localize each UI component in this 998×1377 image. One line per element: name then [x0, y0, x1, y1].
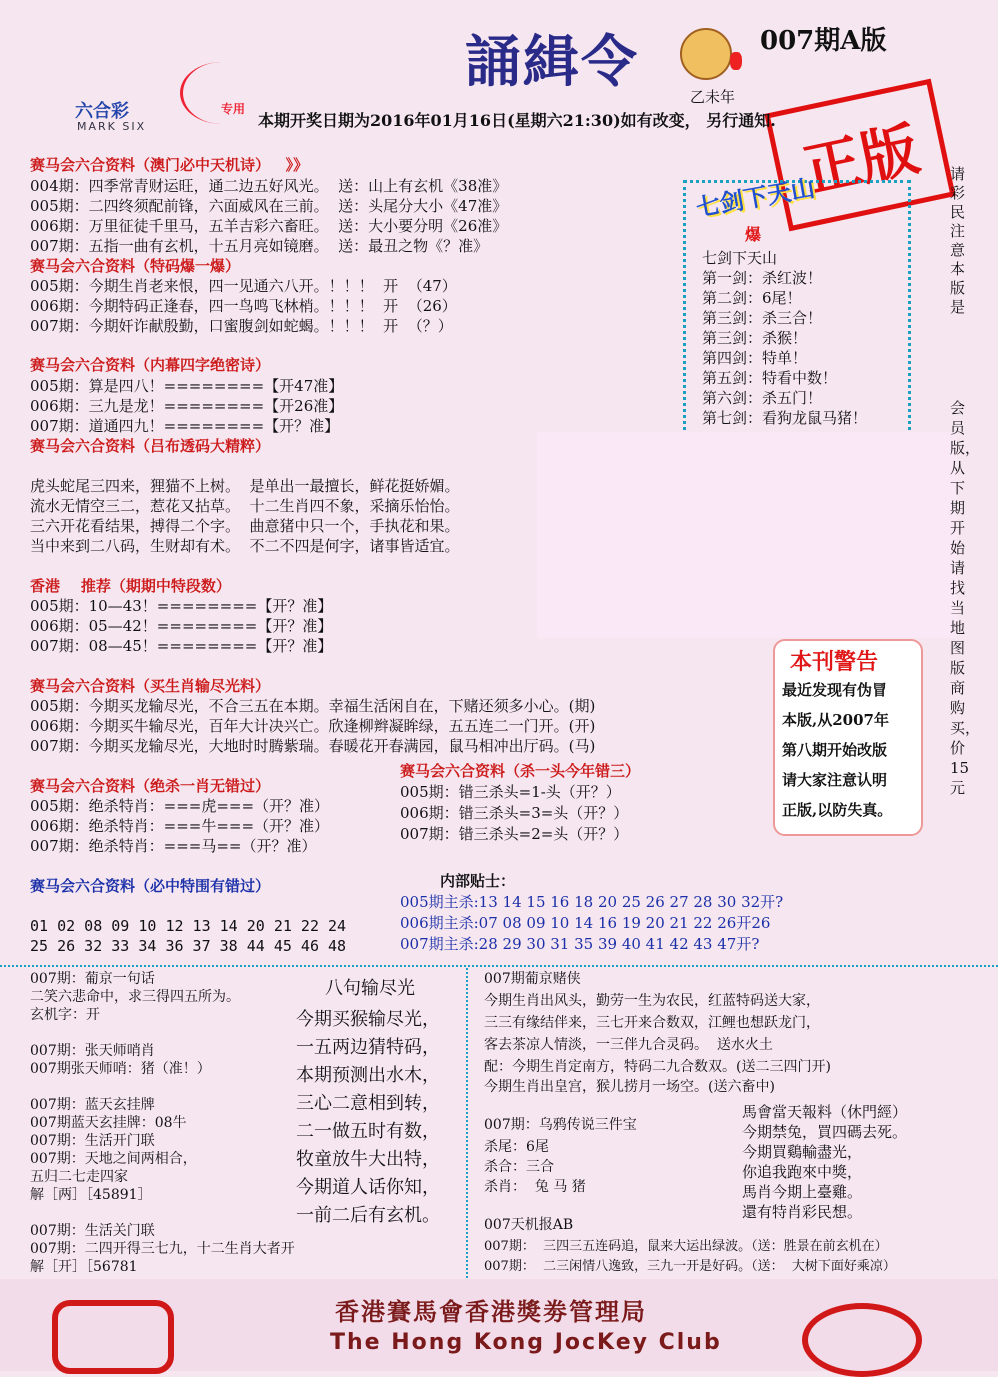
list-item: 007期：今期奸诈献殷勤，口蜜腹剑如蛇蝎。！！！ 开 （？）	[30, 317, 453, 335]
page-title: 誦緝令	[465, 30, 639, 95]
poem-line: 本期预测出水木，	[296, 1065, 440, 1086]
list-item: 007期：生活开门联	[30, 1133, 155, 1149]
list-item: 006期：绝杀特肖：===牛===（开？准）	[30, 817, 330, 835]
list-item: 今期禁兔，買四碼去死。	[742, 1123, 908, 1141]
side-note: 请彩民注意本版是	[950, 165, 966, 316]
list-item: 杀肖： 兔 马 猪	[484, 1179, 586, 1195]
list-item: 007期： 三四三五连码追，鼠来大运出绿波。（送：胜景在前玄机在）	[484, 1239, 888, 1254]
section-title: 内部贴士：	[440, 872, 516, 890]
section-title: 赛马会六合资料（买生肖输尽光料）	[30, 677, 271, 695]
list-item: 005期：二四终须配前锋，六面威风在三前。 送：头尾分大小《47准》	[30, 197, 508, 215]
list-item: 006期主杀:07 08 09 10 14 16 19 20 21 22 26开26	[400, 914, 771, 932]
blank-panel	[537, 432, 957, 638]
list-item: 第四剑：特单！	[702, 349, 808, 367]
list-item: 007期：二四开得三七九，十二生肖大者开	[30, 1241, 295, 1257]
list-item: 三三有缘结伴来，三七开来合数双，江鲤也想跃龙门，	[484, 1015, 820, 1031]
list-item: 007期蓝天玄挂牌：08牛	[30, 1115, 187, 1131]
list-item: 007期：今期买龙输尽光，大地时时腾紫瑞。春暖花开春满园，鼠马相冲出厅码。(马)	[30, 737, 596, 755]
lantern-icon	[730, 52, 742, 70]
list-item: 007期：乌鸦传说三件宝	[484, 1117, 637, 1133]
section-title: 香港 推荐（期期中特段数）	[30, 577, 231, 595]
list-item: 007期葡京赌侠	[484, 971, 581, 987]
section-divider	[0, 965, 998, 967]
footer-chinese-name: 香港賽馬會香港獎劵管理局	[335, 1297, 647, 1326]
list-item: 007期：蓝天玄挂牌	[30, 1097, 155, 1113]
list-item: 007天机报AB	[484, 1217, 574, 1233]
list-item: 杀尾：6尾	[484, 1139, 549, 1155]
list-item: 馬肖今期上臺雞。	[742, 1183, 863, 1201]
list-item: 005期：绝杀特肖：===虎===（开？准）	[30, 797, 330, 815]
section-title: 赛马会六合资料（必中特围有错过）	[30, 877, 271, 895]
side-note: 会员版，从下期开始请找当地图版商购买，价15元	[950, 399, 981, 797]
list-item: 五归二七走四家	[30, 1169, 128, 1185]
jockey-club-logo-icon	[52, 1300, 174, 1374]
list-item: 七剑下天山	[702, 249, 778, 267]
warning-line: 本版,从2007年	[782, 711, 889, 729]
warning-title: 本刊警告	[790, 649, 879, 675]
list-item: 006期：05—42！========【开？准】	[30, 617, 333, 635]
list-item: 006期：万里征徒千里马，五羊吉彩六畜旺。 送：大小要分明《26准》	[30, 217, 508, 235]
mark-six-logo	[75, 82, 175, 138]
list-item: 今期生肖出皇宫，猴儿捞月一场空。(送六畜中)	[484, 1079, 775, 1095]
poem-line: 一前二后有玄机。	[296, 1205, 440, 1226]
number-row: 01 02 08 09 10 12 13 14 20 21 22 24	[30, 917, 347, 935]
footer-english-name: The Hong Kong JocKey Club	[330, 1330, 722, 1355]
list-item: 第一剑：杀红波！	[702, 269, 823, 287]
special-badge-text: 专用	[221, 102, 246, 116]
issue-number: 007期A版	[760, 26, 887, 56]
list-item: 004期：四季常青财运旺，通二边五好风光。 送：山上有玄机《38准》	[30, 177, 508, 195]
list-item: 005期主杀:13 14 15 16 18 20 25 26 27 28 30 32开?	[400, 893, 784, 911]
stamp-text: 正版	[797, 114, 925, 206]
warning-line: 最近发现有伪冒	[782, 681, 888, 699]
poem-line: 今期买猴输尽光，	[296, 1009, 440, 1030]
logo-subtext: MARK SIX	[77, 120, 147, 133]
special-badge	[180, 62, 263, 124]
warning-line: 请大家注意认明	[782, 771, 888, 789]
list-item: 三六开花看结果，搏得二个字。 曲意猪中只一个，手执花和果。	[30, 517, 460, 535]
poem-line: 一五两边猜特码，	[296, 1037, 440, 1058]
list-item: 005期：算是四八！========【开47准】	[30, 377, 344, 395]
seven-swords-title: 七剑下天山	[693, 173, 817, 223]
list-item: 当中来到二八码，生财却有术。 不二不四是何字，诸事皆适宜。	[30, 537, 460, 555]
warning-line: 第八期开始改版	[782, 741, 888, 759]
list-item: 007期：葡京一句话	[30, 971, 155, 987]
section-title: 赛马会六合资料（澳门必中天机诗） 》》	[30, 156, 309, 174]
list-item: 007期：道通四九！========【开？准】	[30, 417, 340, 435]
list-item: 第三剑：杀三合！	[702, 309, 823, 327]
hot-badge: 爆	[745, 225, 762, 244]
poem-line: 今期道人话你知，	[296, 1177, 440, 1198]
list-item: 007期主杀:28 29 30 31 35 39 40 41 42 43 47开?	[400, 935, 760, 953]
poem-line: 三心二意相到转，	[296, 1093, 440, 1114]
list-item: 第二剑：6尾！	[702, 289, 802, 307]
list-item: 005期：10—43！========【开？准】	[30, 597, 333, 615]
draw-date-notice: 本期开奖日期为2016年01月16日(星期六21:30)如有改变， 另行通知.	[258, 111, 776, 130]
list-item: 解［两］［45891］	[30, 1187, 152, 1203]
list-item: 今期買鷄輸盡光，	[742, 1143, 863, 1161]
list-item: 第五剑：特看中数！	[702, 369, 838, 387]
list-item: 二笑六悲命中，求三得四五所为。	[30, 989, 240, 1005]
section-title: 赛马会六合资料（内幕四字绝密诗）	[30, 356, 271, 374]
list-item: 005期：错三杀头=1-头（开？）	[400, 783, 621, 801]
list-item: 007期： 二三闲情八逸致，三九一开是好码。（送： 大树下面好乘凉）	[484, 1259, 896, 1274]
list-item: 007期张天师哨：猪（准！）	[30, 1061, 211, 1077]
list-item: 你追我跑來中獎，	[742, 1163, 863, 1181]
list-item: 007期：天地之间两相合，	[30, 1151, 197, 1167]
list-item: 006期：三九是龙！========【开26准】	[30, 397, 344, 415]
list-item: 流水无情空三二，惹花又拈草。 十二生肖四不象，采摘乐怡怡。	[30, 497, 460, 515]
logo-text: 六合彩	[75, 101, 129, 122]
list-item: 解［开］［56781	[30, 1259, 138, 1275]
warning-line: 正版,以防失真。	[782, 801, 893, 819]
list-item: 第三剑：杀猴！	[702, 329, 808, 347]
section-title: 赛马会六合资料（绝杀一肖无错过）	[30, 777, 271, 795]
poem-line: 牧童放牛大出特，	[296, 1149, 440, 1170]
list-item: 007期：生活关门联	[30, 1223, 155, 1239]
list-item: 007期：五指一曲有玄机，十五月亮如镜磨。 送：最丑之物《？准》	[30, 237, 489, 255]
list-item: 007期：绝杀特肖：===马==（开？准）	[30, 837, 317, 855]
column-divider	[466, 968, 468, 1278]
list-item: 007期：08—45！========【开？准】	[30, 637, 333, 655]
list-item: 第六剑：杀五门！	[702, 389, 823, 407]
section-title: 赛马会六合资料（吕布透码大精粹）	[30, 437, 271, 455]
lottery-board-logo-icon	[802, 1303, 922, 1377]
list-item: 還有特肖彩民想。	[742, 1203, 863, 1221]
number-row: 25 26 32 33 34 36 37 38 44 45 46 48	[30, 937, 347, 955]
list-item: 玄机字：开	[30, 1007, 100, 1023]
list-item: 第七剑：看狗龙鼠马猪！	[702, 409, 868, 427]
section-title: 赛马会六合资料（杀一头今年错三）	[400, 762, 641, 780]
list-item: 馬會當天報料（休門經）	[742, 1103, 908, 1121]
list-item: 006期：今期买牛输尽光，百年大计决兴亡。欣逢柳辫凝眸绿，五五连二一门开。(开)	[30, 717, 596, 735]
list-item: 005期：今期买龙输尽光，不合三五在本期。幸福生活闲自在，下赌还须多小心。(期)	[30, 697, 596, 715]
list-item: 虎头蛇尾三四来，狸猫不上树。 是单出一最擅长，鲜花挺娇媚。	[30, 477, 460, 495]
monkey-mascot-icon	[680, 28, 732, 80]
list-item: 006期：错三杀头=3=头（开？）	[400, 804, 629, 822]
list-item: 杀合：三合	[484, 1159, 554, 1175]
list-item: 005期：今期生肖老来恨，四一见通六八开。！！！ 开 （47）	[30, 277, 457, 295]
list-item: 007期：错三杀头=2=头（开？）	[400, 825, 629, 843]
list-item: 客去茶凉人情淡，一三伴九合灵码。 送水火土	[484, 1037, 773, 1053]
section-title: 赛马会六合资料（特码爆一爆）	[30, 257, 241, 275]
list-item: 配：今期生肖定南方，特码二九合数双。(送二三四门开)	[484, 1059, 831, 1075]
poem-title: 八句输尽光	[325, 978, 415, 999]
list-item: 006期：今期特码正逢春，四一鸟鸣飞林梢。！！！ 开 （26）	[30, 297, 457, 315]
list-item: 今期生肖出风头，勤劳一生为农民，红蓝特码送大家，	[484, 993, 820, 1009]
list-item: 007期：张天师哨肖	[30, 1043, 155, 1059]
poem-line: 二一做五时有数，	[296, 1121, 440, 1142]
year-label: 乙未年	[690, 88, 736, 106]
